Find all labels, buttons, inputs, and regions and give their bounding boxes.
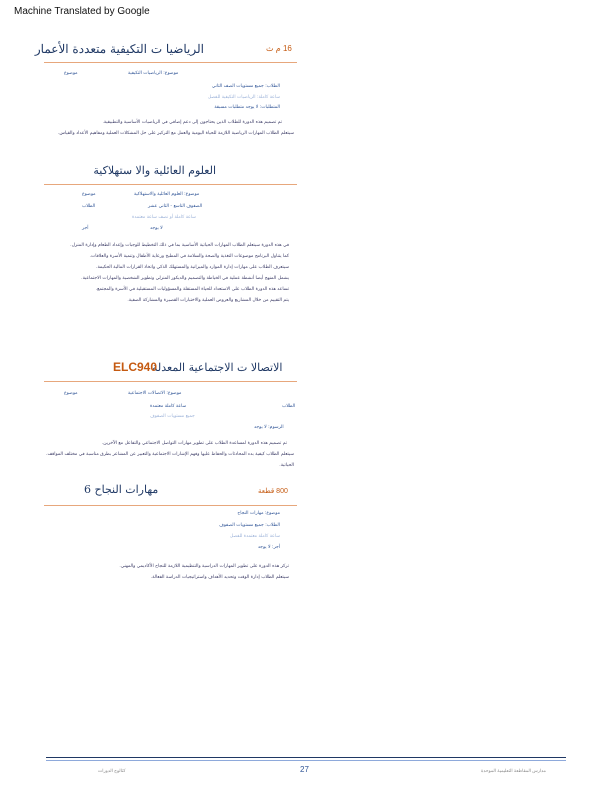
section-4-meta-line-4: أجر: لا يوجد bbox=[257, 545, 280, 550]
section-1-title: الرياضيا ت التكيفية متعددة الأعمار bbox=[34, 42, 204, 56]
section-3-meta-line-2: الرسوم: لا يوجد bbox=[254, 425, 284, 430]
section-2-meta-value-1: الصفوف التاسع - الثاني عشر bbox=[148, 204, 203, 209]
footer-right-text: مدارس المقاطعة التعليمية الموحدة bbox=[481, 768, 546, 773]
section-3-meta-line-1: جميع مستويات الصفوف bbox=[150, 414, 195, 419]
section-2-meta-label-3: أجر bbox=[82, 226, 89, 231]
section-1-rule bbox=[44, 62, 297, 63]
section-3-title: الاتصالا ت الاجتماعية المعدلة bbox=[152, 361, 283, 374]
section-2-meta-label-1: الطلاب bbox=[82, 204, 96, 209]
section-4-meta-line-2: الطلاب: جميع مستويات الصفوف bbox=[219, 523, 280, 528]
footer-rule-bottom bbox=[46, 760, 566, 761]
section-3-rule bbox=[44, 381, 297, 382]
section-1-code: 16 م ث bbox=[266, 44, 292, 53]
footer-left-text: كتالوج الدورات bbox=[98, 768, 126, 773]
section-2-meta-right: موضوع bbox=[82, 192, 96, 197]
section-3-meta-tag-b: ساعة كاملة معتمدة bbox=[150, 404, 187, 409]
section-1-meta-mid: موضوع: الرياضيات التكيفية bbox=[128, 71, 179, 76]
section-2-paragraph-4: يشمل المنهج أيضا أنشطة عملية في الخياطة والتصميم والديكور المنزلي وتطوير الشخصية والمهارات الاجتماعية. bbox=[81, 276, 289, 281]
section-3-code: ELC940 bbox=[113, 360, 158, 374]
section-4-meta-line-3: ساعة كاملة معتمدة للفصل bbox=[229, 534, 280, 539]
machine-translation-banner: Machine Translated by Google bbox=[14, 6, 150, 17]
section-2-rule bbox=[44, 184, 297, 185]
footer-rule-top bbox=[46, 757, 566, 758]
section-2-meta-mid: موضوع: العلوم العائلية والاستهلاكية bbox=[134, 192, 200, 197]
section-2-title: العلوم العائلية والا ستهلاكية bbox=[93, 164, 216, 177]
section-1-meta-line-2: ساعة كاملة: الرياضيات التكيفية للفصل bbox=[207, 95, 280, 100]
section-4-rule bbox=[44, 505, 297, 506]
section-2-paragraph-6: يتم التقييم من خلال المشاريع والعروض العملية والاختبارات القصيرة والمشاركة الصفية. bbox=[127, 298, 289, 303]
section-3-paragraph-3: الحياتية. bbox=[279, 463, 294, 468]
section-4-paragraph-2: سيتعلم الطلاب إدارة الوقت وتحديد الأهداف واستراتيجيات الدراسة الفعالة. bbox=[150, 575, 289, 580]
section-4-title: مهارات النجاح 6 bbox=[84, 483, 159, 496]
section-2-paragraph-3: سيتعرف الطلاب على مهارات إدارة الموارد والميزانية والمستهلك الذكي واتخاذ القرارات المالية الحكيمة. bbox=[96, 265, 289, 270]
section-2-meta-value-3: لا يوجد bbox=[150, 226, 163, 231]
section-1-meta-right: موضوع bbox=[64, 71, 78, 76]
section-2-paragraph-1: في هذه الدورة سيتعلم الطلاب المهارات الحياتية الأساسية بما في ذلك التخطيط للوجبات وإعداد الطعام وإدارة المنزل. bbox=[70, 243, 289, 248]
section-3-meta-tag-a: الطلاب bbox=[282, 404, 296, 409]
section-3-paragraph-1: تم تصميم هذه الدورة لمساعدة الطلاب على تطوير مهارات التواصل الاجتماعي والتفاعل مع الآخرين. bbox=[101, 441, 287, 446]
section-2-paragraph-2: كما يتناول البرنامج موضوعات التغذية والصحة والسلامة في المطبخ ورعاية الأطفال وتنمية الأسرة والعلاقات. bbox=[89, 254, 289, 259]
section-2-paragraph-5: تساعد هذه الدورة الطلاب على الاستعداد للحياة المستقلة والمسؤوليات المستقبلية في الأسرة والمجتمع. bbox=[95, 287, 289, 292]
section-1-meta-line-1: الطلاب: جميع مستويات الصف الثاني bbox=[211, 84, 280, 89]
section-4-paragraph-1: تركز هذه الدورة على تطوير المهارات الدراسية والتنظيمية اللازمة للنجاح الأكاديمي والمهني. bbox=[119, 564, 289, 569]
section-1-meta-line-3: المتطلبات: لا يوجد متطلبات مسبقة bbox=[214, 105, 280, 110]
section-3-meta-mid: موضوع: الاتصالات الاجتماعية bbox=[128, 391, 182, 396]
section-1-paragraph-2: سيتعلم الطلاب المهارات الرياضية اللازمة للحياة اليومية والعمل مع التركيز على حل المشكلات العملية ومفاهيم الأعداد والقياس. bbox=[58, 131, 294, 136]
section-2-meta-value-2: ساعة كاملة أو نصف ساعة معتمدة bbox=[132, 215, 196, 220]
section-3-meta-right: موضوع bbox=[64, 391, 78, 396]
section-3-paragraph-2: سيتعلم الطلاب كيفية بدء المحادثات والحفاظ عليها وفهم الإشارات الاجتماعية والتعبير عن المشاعر بطرق مناسبة في مختلف المواقف. bbox=[46, 452, 294, 457]
section-4-meta-line-1: موضوع: مهارات النجاح bbox=[237, 511, 280, 516]
page-number: 27 bbox=[300, 765, 309, 774]
section-1-paragraph-1: تم تصميم هذه الدورة للطلاب الذين يحتاجون إلى دعم إضافي في الرياضيات الأساسية والتطبيقية. bbox=[102, 120, 282, 125]
section-4-code: 800 قطعة bbox=[258, 488, 288, 495]
